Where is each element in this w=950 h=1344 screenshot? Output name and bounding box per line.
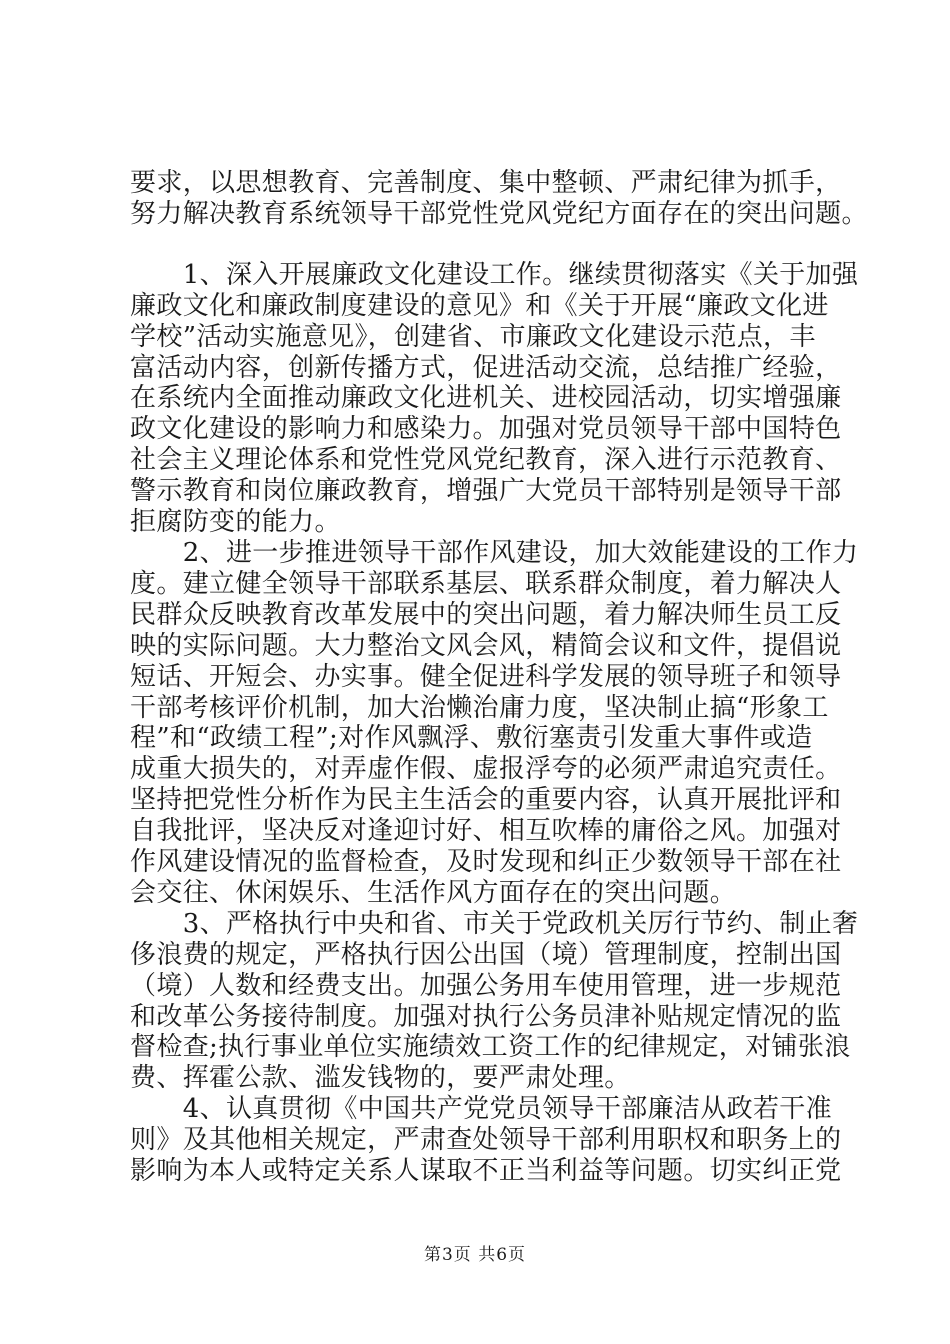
text-line: 努力解决教育系统领导干部党性党风党纪方面存在的突出问题。 [130, 198, 868, 229]
text-line: 警示教育和岗位廉政教育，增强广大党员干部特别是领导干部 [130, 476, 842, 507]
page-footer: 第3页 共6页 [423, 1245, 527, 1265]
paragraph-gap [130, 230, 858, 260]
text-line: 学校”活动实施意见》，创建省、市廉政文化建设示范点，丰 [130, 321, 816, 352]
text-line: 短话、开短会、办实事。健全促进科学发展的领导班子和领导 [130, 661, 842, 692]
text-line: 富活动内容，创新传播方式，促进活动交流，总结推广经验， [130, 352, 842, 383]
text-line: 1、深入开展廉政文化建设工作。继续贯彻落实《关于加强 [130, 259, 859, 290]
text-line: 自我批评，坚决反对逢迎讨好、相互吹棒的庸俗之风。加强对 [130, 816, 842, 847]
text-line: 拒腐防变的能力。 [130, 507, 341, 538]
text-line: 影响为本人或特定关系人谋取不正当利益等问题。切实纠正党 [130, 1156, 842, 1187]
text-line: 干部考核评价机制，加大治懒治庸力度，坚决制止搞“形象工 [130, 692, 829, 723]
text-line: 作风建设情况的监督检查，及时发现和纠正少数领导干部在社 [130, 847, 842, 878]
text-line: 政文化建设的影响力和感染力。加强对党员领导干部中国特色 [130, 414, 842, 445]
text-line: 督检查;执行事业单位实施绩效工资工作的纪律规定，对铺张浪 [130, 1032, 851, 1063]
text-line: 会交往、休闲娱乐、生活作风方面存在的突出问题。 [130, 877, 737, 908]
text-line: 映的实际问题。大力整治文风会风，精简会议和文件，提倡说 [130, 630, 842, 661]
text-line: （境）人数和经费支出。加强公务用车使用管理，进一步规范 [130, 970, 842, 1001]
text-line: 在系统内全面推动廉政文化进机关、进校园活动，切实增强廉 [130, 383, 842, 414]
text-line: 社会主义理论体系和党性党风党纪教育，深入进行示范教育、 [130, 445, 842, 476]
text-line: 成重大损失的，对弄虚作假、虚报浮夸的必须严肃追究责任。 [130, 754, 842, 785]
intro-paragraph [130, 168, 868, 230]
text-line: 费、挥霍公款、滥发钱物的，要严肃处理。 [130, 1063, 631, 1094]
text-line: 和改革公务接待制度。加强对执行公务员津补贴规定情况的监 [130, 1001, 842, 1032]
text-line: 廉政文化和廉政制度建设的意见》和《关于开展“廉政文化进 [130, 290, 829, 321]
text-line: 民群众反映教育改革发展中的突出问题，着力解决师生员工反 [130, 599, 842, 630]
text-line: 3、严格执行中央和省、市关于党政机关厉行节约、制止奢 [130, 908, 859, 939]
text-line: 4、认真贯彻《中国共产党党员领导干部廉洁从政若干准 [130, 1094, 832, 1125]
text-line: 度。建立健全领导干部联系基层、联系群众制度，着力解决人 [130, 568, 842, 599]
main-paragraphs [130, 260, 858, 1187]
text-line: 侈浪费的规定，严格执行因公出国（境）管理制度，控制出国 [130, 939, 842, 970]
text-line: 2、进一步推进领导干部作风建设，加大效能建设的工作力 [130, 537, 859, 568]
text-line: 程”和“政绩工程”;对作风飘浮、敷衍塞责引发重大事件或造 [130, 723, 813, 754]
text-line: 要求，以思想教育、完善制度、集中整顿、严肃纪律为抓手， [130, 168, 842, 198]
document-body [130, 168, 868, 1187]
text-line: 坚持把党性分析作为民主生活会的重要内容，认真开展批评和 [130, 785, 842, 816]
text-line: 则》及其他相关规定，严肃查处领导干部利用职权和职务上的 [130, 1125, 842, 1156]
